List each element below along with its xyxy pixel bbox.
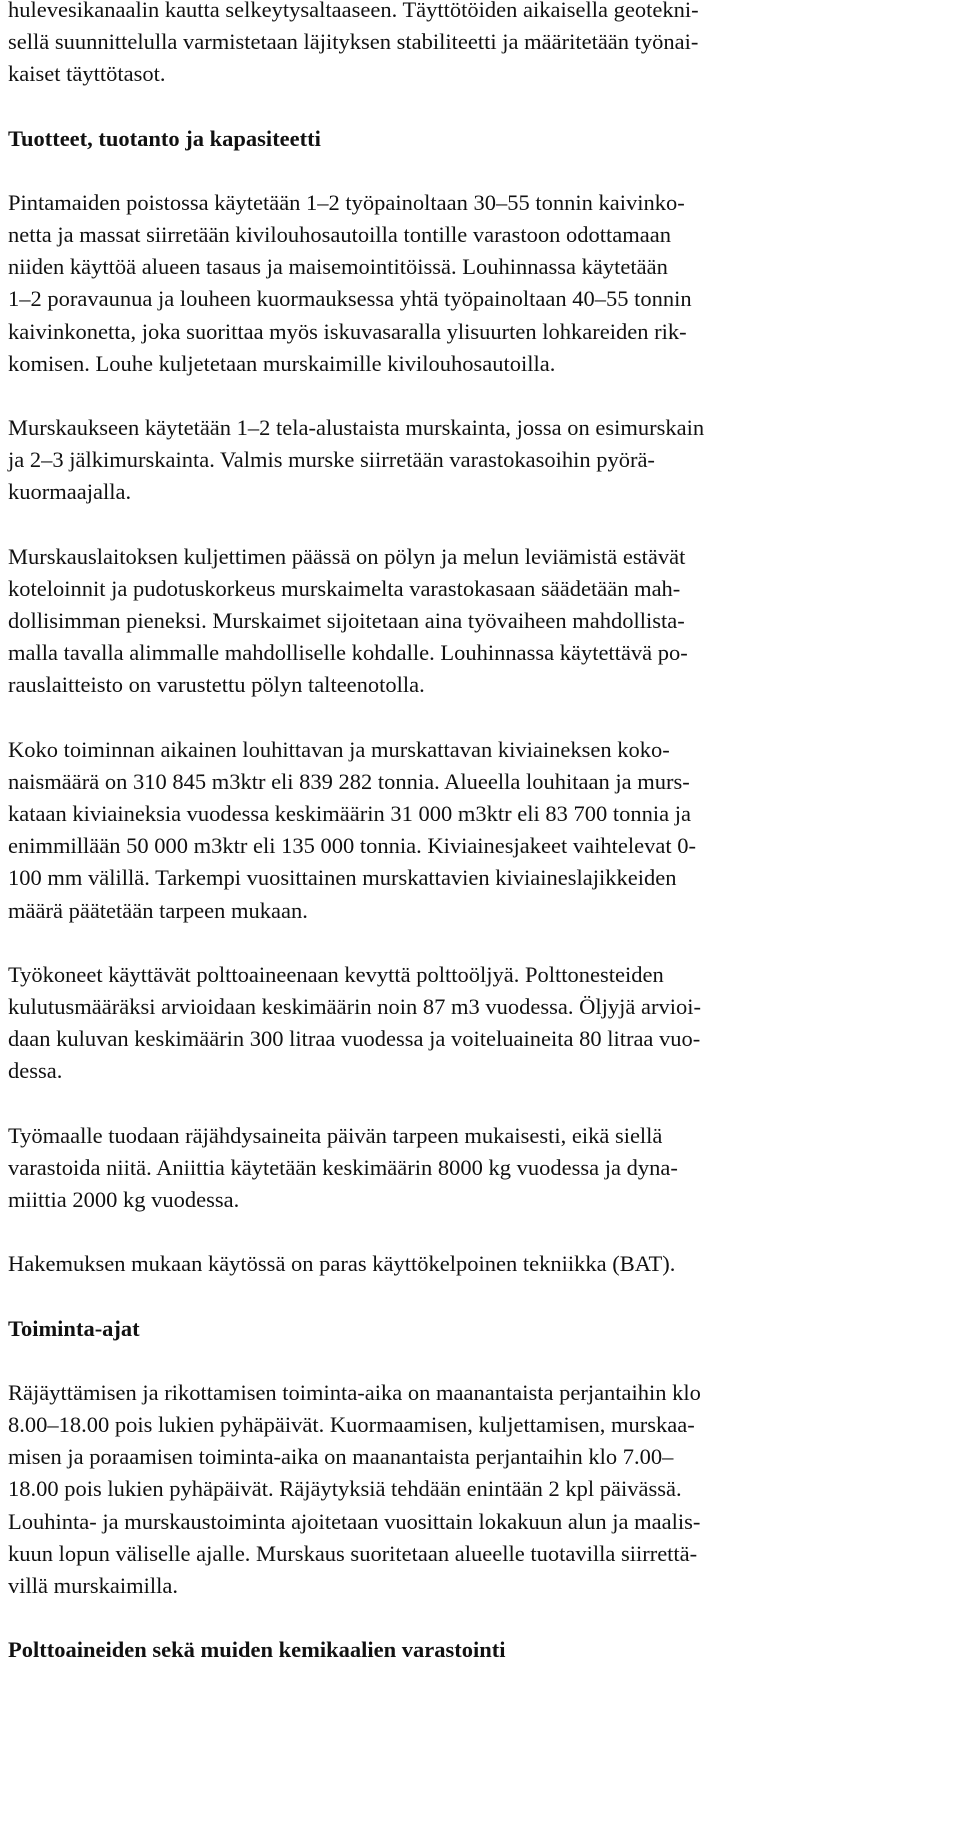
text-line: Murskauslaitoksen kuljettimen päässä on pölyn ja melun leviämistä estävät	[8, 543, 686, 569]
text-line: Murskaukseen käytetään 1–2 tela-alustaista murskainta, jossa on esimurskain	[8, 415, 705, 441]
text-line: kuun lopun väliselle ajalle. Murskaus suoritetaan alueelle tuotavilla siirrettä-	[8, 1540, 698, 1566]
text-line: dessa.	[8, 1058, 63, 1084]
text-line: ja 2–3 jälkimurskainta. Valmis murske siirretään varastokasoihin pyörä-	[8, 447, 655, 473]
paragraph-fuel	[8, 959, 952, 1088]
text-line: kaivinkonetta, joka suorittaa myös iskuvasaralla ylisuurten lohkareiden rik-	[8, 318, 687, 344]
text-line: Koko toiminnan aikainen louhittavan ja murskattavan kiviaineksen koko-	[8, 736, 670, 762]
spacer	[8, 91, 952, 123]
spacer	[8, 1281, 952, 1313]
text-line: enimmillään 50 000 m3ktr eli 135 000 tonnia. Kiviainesjakeet vaihtelevat 0-	[8, 833, 696, 859]
paragraph-conveyor	[8, 541, 952, 702]
spacer	[8, 1602, 952, 1634]
text-line: Työkoneet käyttävät polttoaineenaan kevyttä polttoöljyä. Polttonesteiden	[8, 961, 664, 987]
text-line: kuormaajalla.	[8, 479, 132, 505]
spacer	[8, 1345, 952, 1377]
text-line: 100 mm välillä. Tarkempi vuosittainen murskattavien kiviaineslajikkeiden	[8, 865, 677, 891]
text-line: varastoida niitä. Aniittia käytetään keskimäärin 8000 kg vuodessa ja dyna-	[8, 1154, 678, 1180]
spacer	[8, 702, 952, 734]
text-line: dollisimman pieneksi. Murskaimet sijoitetaan aina työvaiheen mahdollista-	[8, 608, 685, 634]
text-line: daan kuluvan keskimäärin 300 litraa vuodessa ja voiteluaineita 80 litraa vuo-	[8, 1026, 701, 1052]
spacer	[8, 927, 952, 959]
spacer	[8, 1088, 952, 1120]
text-line: Pintamaiden poistossa käytetään 1–2 työpainoltaan 30–55 tonnin kaivinko-	[8, 189, 685, 215]
text-line: 1–2 poravaunua ja louheen kuormauksessa yhtä työpainoltaan 40–55 tonnin	[8, 286, 692, 312]
text-line: Työmaalle tuodaan räjähdysaineita päivän tarpeen mukaisesti, eikä siellä	[8, 1122, 663, 1148]
text-line: kulutusmääräksi arvioidaan keskimäärin noin 87 m3 vuodessa. Öljyjä arvioi-	[8, 994, 701, 1020]
text-line: Hakemuksen mukaan käytössä on paras käyttökelpoinen tekniikka (BAT).	[8, 1251, 676, 1277]
text-line: kaiset täyttötasot.	[8, 61, 166, 87]
text-line: 8.00–18.00 pois lukien pyhäpäivät. Kuormaamisen, kuljettamisen, murskaa-	[8, 1411, 695, 1437]
spacer	[8, 380, 952, 412]
paragraph-operating-hours	[8, 1377, 952, 1602]
text-line: määrä päätetään tarpeen mukaan.	[8, 897, 308, 923]
paragraph-topsoil	[8, 187, 952, 380]
text-line: kataan kiviaineksia vuodessa keskimäärin 31 000 m3ktr eli 83 700 tonnia ja	[8, 801, 691, 827]
spacer	[8, 509, 952, 541]
section-heading-operating-hours: Toiminta-ajat	[8, 1315, 140, 1341]
text-line: komisen. Louhe kuljetetaan murskaimille kivilouhosautoilla.	[8, 350, 556, 376]
spacer	[8, 1216, 952, 1248]
spacer	[8, 155, 952, 187]
text-line: misen ja poraamisen toiminta-aika on maanantaista perjantaihin klo 7.00–	[8, 1444, 674, 1470]
text-line: miittia 2000 kg vuodessa.	[8, 1187, 240, 1213]
text-line: naismäärä on 310 845 m3ktr eli 839 282 tonnia. Alueella louhitaan ja murs-	[8, 768, 690, 794]
text-line: niiden käyttöä alueen tasaus ja maisemointitöissä. Louhinnassa käytetään	[8, 254, 668, 280]
text-line: Louhinta- ja murskaustoiminta ajoitetaan vuosittain lokakuun alun ja maalis-	[8, 1508, 701, 1534]
text-line: netta ja massat siirretään kivilouhosautoilla tontille varastoon odottamaan	[8, 222, 671, 248]
text-line: 18.00 pois lukien pyhäpäivät. Räjäytyksiä tehdään enintään 2 kpl päivässä.	[8, 1476, 682, 1502]
paragraph-intro	[8, 0, 952, 91]
text-line: hulevesikanaalin kautta selkeytysaltaaseen. Täyttötöiden aikaisella geotekni-	[8, 0, 699, 22]
paragraph-quantities	[8, 734, 952, 927]
paragraph-crushing	[8, 412, 952, 509]
text-line: malla tavalla alimmalle mahdolliselle kohdalle. Louhinnassa käytettävä po-	[8, 640, 688, 666]
section-heading-products: Tuotteet, tuotanto ja kapasiteetti	[8, 125, 321, 151]
text-line: Räjäyttämisen ja rikottamisen toiminta-aika on maanantaista perjantaihin klo	[8, 1379, 701, 1405]
paragraph-explosives	[8, 1120, 952, 1217]
paragraph-bat	[8, 1248, 952, 1280]
text-line: koteloinnit ja pudotuskorkeus murskaimelta varastokasaan säädetään mah-	[8, 575, 681, 601]
section-heading-fuel-storage: Polttoaineiden sekä muiden kemikaalien varastointi	[8, 1637, 506, 1663]
text-line: rauslaitteisto on varustettu pölyn talteenotolla.	[8, 672, 425, 698]
text-line: sellä suunnittelulla varmistetaan läjityksen stabiliteetti ja määritetään työnai-	[8, 29, 699, 55]
text-line: villä murskaimilla.	[8, 1572, 178, 1598]
